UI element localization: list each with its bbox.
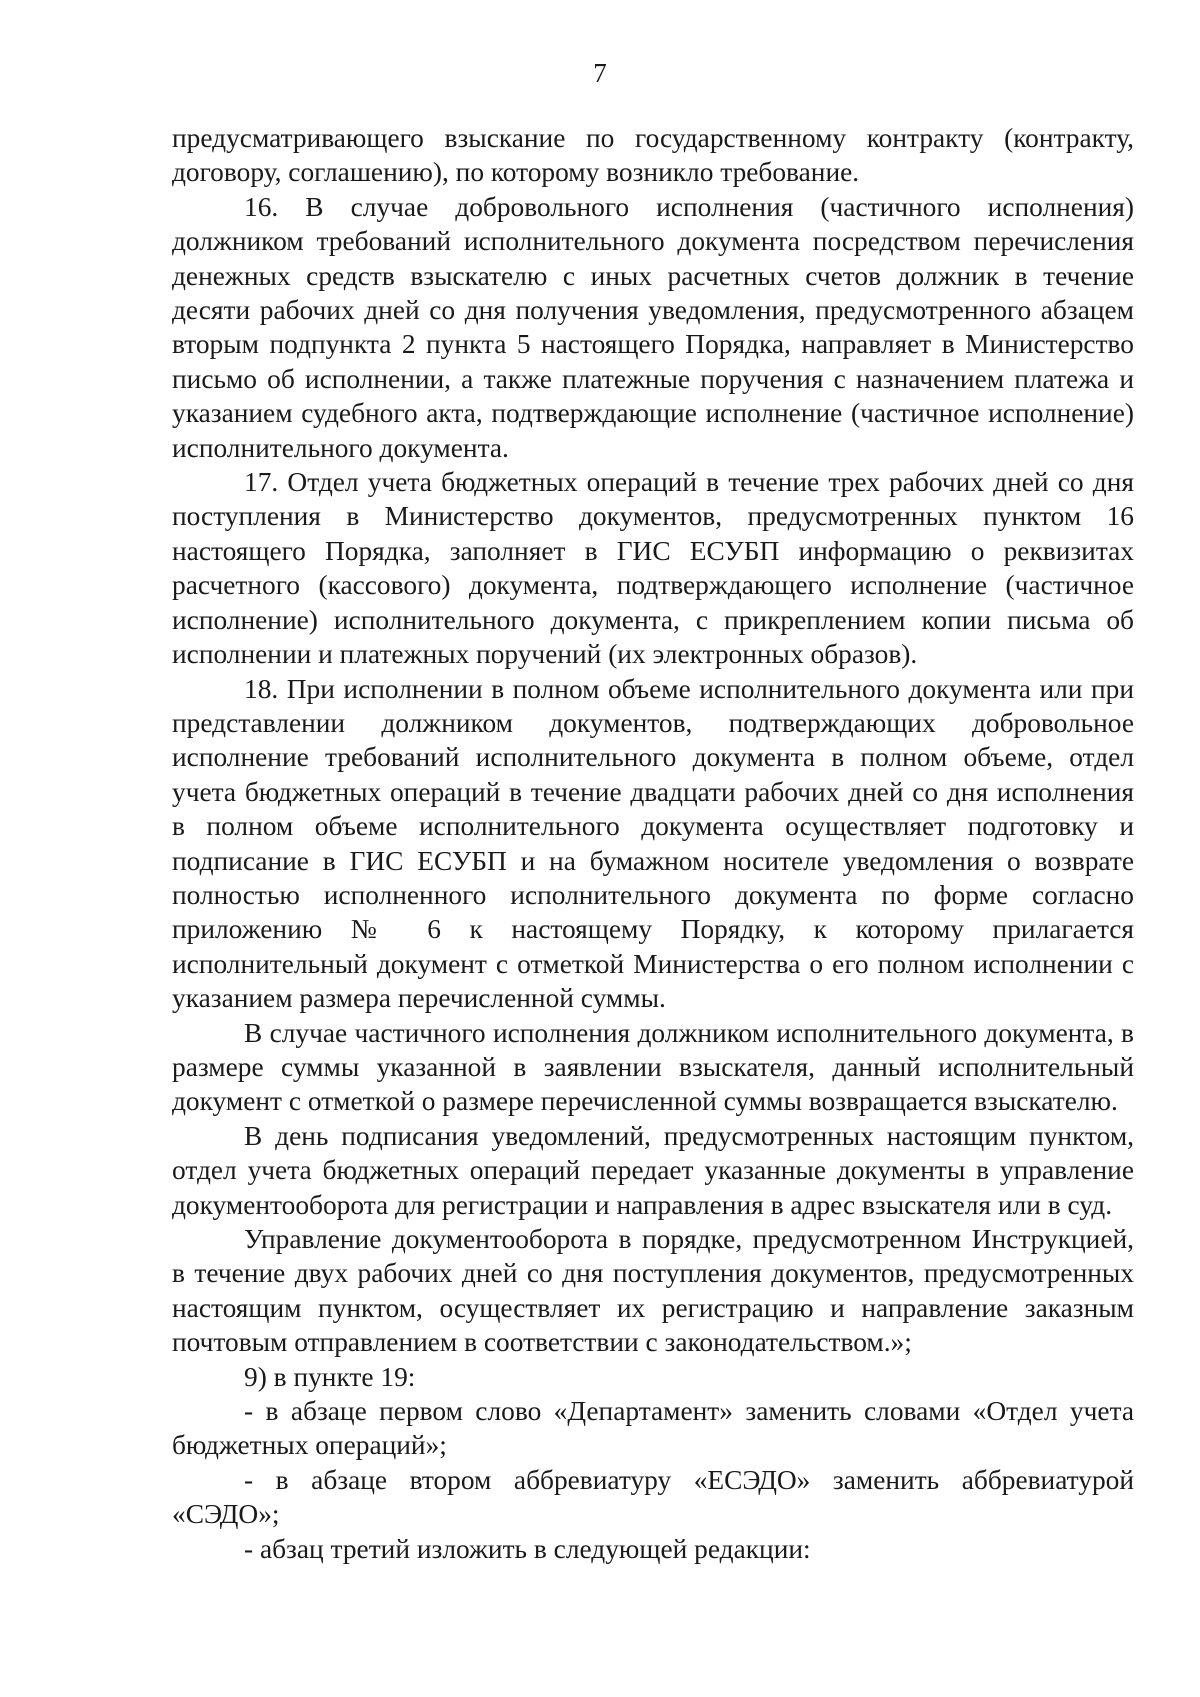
document-body [172,121,1134,1566]
paragraph-document-management: Управление документооборота в порядке, предусмотренном Инструкцией, в течение двух рабочих дней со дня поступления документов, предусмотренных настоящим пунктом, осуществляет их регистрацию и направление заказным почтовым отправлением в соответствии с законодательством.»; [172,1224,1134,1358]
paragraph-item-9-second-abzac: - в абзаце втором аббревиатуру «ЕСЭДО» заменить аббревиатурой «СЭДО»; [172,1464,1134,1530]
page-number: 7 [593,58,607,88]
paragraph-18: 18. При исполнении в полном объеме исполнительного документа или при представлении должником документов, подтверждающих добровольное исполнение требований исполнительного документа в полном объеме, отдел учета бюджетных операций в течение двадцати рабочих дней со дня исполнения в полном объеме исполнительного документа осуществляет подготовку и подписание в ГИС ЕСУБП и на бумажном носителе уведомления о возврате полностью исполненного исполнительного документа по форме согласно приложению № 6 к настоящему Порядку, к которому прилагается исполнительный документ с отметкой Министерства о его полном исполнении с указанием размера перечисленной суммы. [172,673,1134,1014]
paragraph-signing-day: В день подписания уведомлений, предусмотренных настоящим пунктом, отдел учета бюджетных операций передает указанные документы в управление документооборота для регистрации и направления в адрес взыскателя или в суд. [172,1120,1134,1220]
paragraph-1: предусматривающего взыскание по государственному контракту (контракту, договору, соглашению), по которому возникло требование. [172,123,1134,188]
paragraph-item-9-third-abzac: - абзац третий изложить в следующей редакции: [244,1533,811,1564]
paragraph-16: 16. В случае добровольного исполнения (частичного исполнения) должником требований исполнительного документа посредством перечисления денежных средств взыскателю с иных расчетных счетов должник в течение десяти рабочих дней со дня получения уведомления, предусмотренного абзацем вторым подпункта 2 пункта 5 настоящего Порядка, направляет в Министерство письмо об исполнении, а также платежные поручения с назначением платежа и указанием судебного акта, подтверждающие исполнение (частичное исполнение) исполнительного документа. [172,191,1134,463]
paragraph-item-9: 9) в пункте 19: [244,1361,416,1392]
paragraph-partial-execution: В случае частичного исполнения должником исполнительного документа, в размере суммы указанной в заявлении взыскателя, данный исполнительный документ с отметкой о размере перечисленной суммы возвращается взыскателю. [172,1017,1134,1117]
paragraph-item-9-first-abzac: - в абзаце первом слово «Департамент» заменить словами «Отдел учета бюджетных операций»; [172,1396,1134,1461]
paragraph-17: 17. Отдел учета бюджетных операций в течение трех рабочих дней со дня поступления в Министерство документов, предусмотренных пунктом 16 настоящего Порядка, заполняет в ГИС ЕСУБП информацию о реквизитах расчетного (кассового) документа, подтверждающего исполнение (частичное исполнение) исполнительного документа, с прикреплением копии письма об исполнении и платежных поручений (их электронных образов). [172,467,1134,670]
